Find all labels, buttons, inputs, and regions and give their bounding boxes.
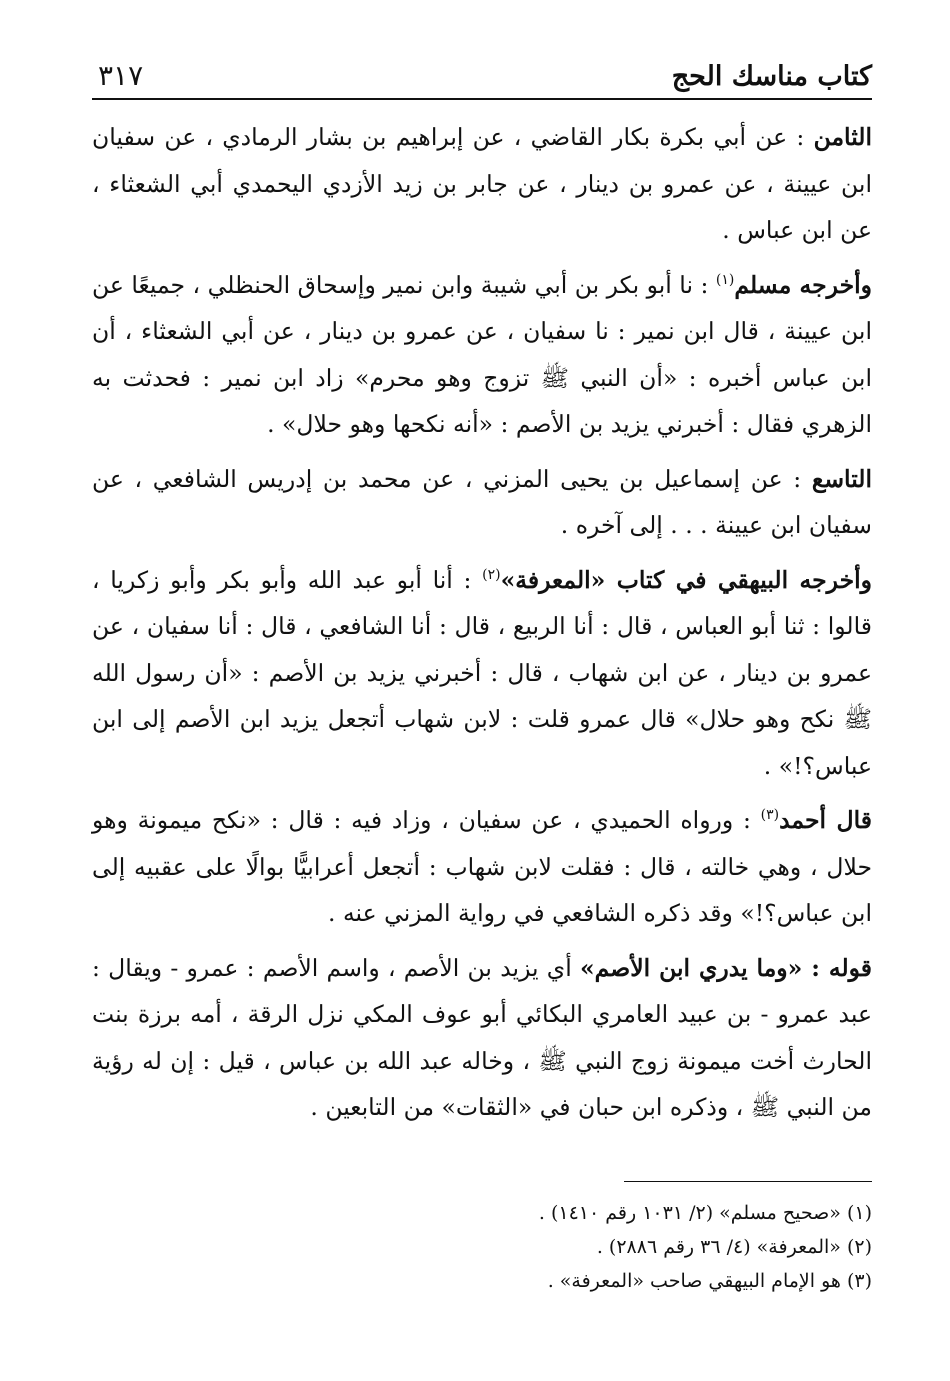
footnote-item: (٣) هو الإمام البيهقي صاحب «المعرفة» . xyxy=(547,1270,872,1292)
paragraph-lead: التاسع xyxy=(811,464,872,493)
main-text xyxy=(92,114,872,1131)
footnote-ref: (١) xyxy=(715,271,735,288)
paragraph-text: : عن أبي بكرة بكار القاضي ، عن إبراهيم بن بشار الرمادي ، عن سفيان ابن عيينة ، عن عمرو بن دينار ، عن جابر بن زيد الأزدي اليحمدي أبي الشعثاء ، عن ابن عباس . xyxy=(92,123,872,244)
page xyxy=(92,46,872,1292)
paragraph-lead: قوله : «وما يدري ابن الأصم» xyxy=(579,953,872,982)
paragraph-lead: وأخرجه البيهقي في كتاب «المعرفة» xyxy=(500,565,872,594)
paragraph-text: : عن إسماعيل بن يحيى المزني ، عن محمد بن إدريس الشافعي ، عن سفيان ابن عيينة . . . إلى آخره . xyxy=(92,464,872,539)
paragraph-lead: قال أحمد xyxy=(779,806,872,834)
paragraph xyxy=(92,557,872,790)
paragraph-lead: الثامن xyxy=(813,123,872,151)
paragraph xyxy=(92,114,872,254)
footnote-divider xyxy=(624,1181,872,1182)
paragraph-lead: وأخرجه مسلم xyxy=(734,270,872,299)
paragraph xyxy=(92,456,872,549)
footnote-ref: (٢) xyxy=(482,566,501,583)
paragraph-text: أي يزيد بن الأصم ، واسم الأصم : عمرو - ويقال : عبد عمرو - بن عبيد العامري البكائي أبو عوف المكي نزل الرقة ، أمه برزة بنت الحارث أخت ميمونة زوج النبي ﷺ ، وخاله عبد الله بن عباس ، قيل : إن له رؤية من النبي ﷺ ، وذكره ابن حبان في «الثقات» من التابعين . xyxy=(92,953,872,1121)
page-number: ٣١٧ xyxy=(98,59,144,92)
paragraph-text: : نا أبو بكر بن أبي شيبة وابن نمير وإسحاق الحنظلي ، جميعًا عن ابن عيينة ، قال ابن نمير : نا سفيان ، عن عمرو بن دينار ، عن أبي الشعثاء ، أن ابن عباس أخبره : «أن النبي ﷺ تزوج وهو محرم» زاد ابن نمير : فحدثت به الزهري فقال : أخبرني يزيد بن الأصم : «أنه نكحها وهو حلال» . xyxy=(92,270,872,438)
paragraph xyxy=(92,262,872,448)
footnotes xyxy=(92,1181,872,1298)
footnote-ref: (٣) xyxy=(760,807,780,824)
running-header xyxy=(92,46,872,100)
paragraph-text: : ورواه الحميدي ، عن سفيان ، وزاد فيه : قال : «نكح ميمونة وهو حلال ، وهي خالته ، قال : فقلت لابن شهاب : أتجعل أعرابيًّا بوالًا على عقبيه إلى ابن عباس؟!» وقد ذكره الشافعي في رواية المزني عنه . xyxy=(92,806,872,927)
book-title: كتاب مناسك الحج xyxy=(671,61,872,92)
footnote-item: (٢) «المعرفة» (٤/ ٣٦ رقم ٢٨٨٦) . xyxy=(596,1236,872,1258)
footnote-list xyxy=(92,1196,872,1298)
footnote-item: (١) «صحيح مسلم» (٢/ ١٠٣١ رقم ١٤١٠) . xyxy=(538,1202,872,1224)
paragraph xyxy=(92,945,872,1131)
paragraph xyxy=(92,797,872,937)
paragraph-text: : أنا أبو عبد الله وأبو بكر وأبو زكريا ، قالوا : ثنا أبو العباس ، قال : أنا الربيع ، قال : أنا الشافعي ، قال : أنا سفيان ، عن عمرو بن دينار ، عن ابن شهاب ، قال : أخبرني يزيد بن الأصم : «أن رسول الله ﷺ نكح وهو حلال» قال عمرو قلت : لابن شهاب أتجعل يزيد ابن الأصم إلى ابن عباس؟!» . xyxy=(92,565,872,780)
